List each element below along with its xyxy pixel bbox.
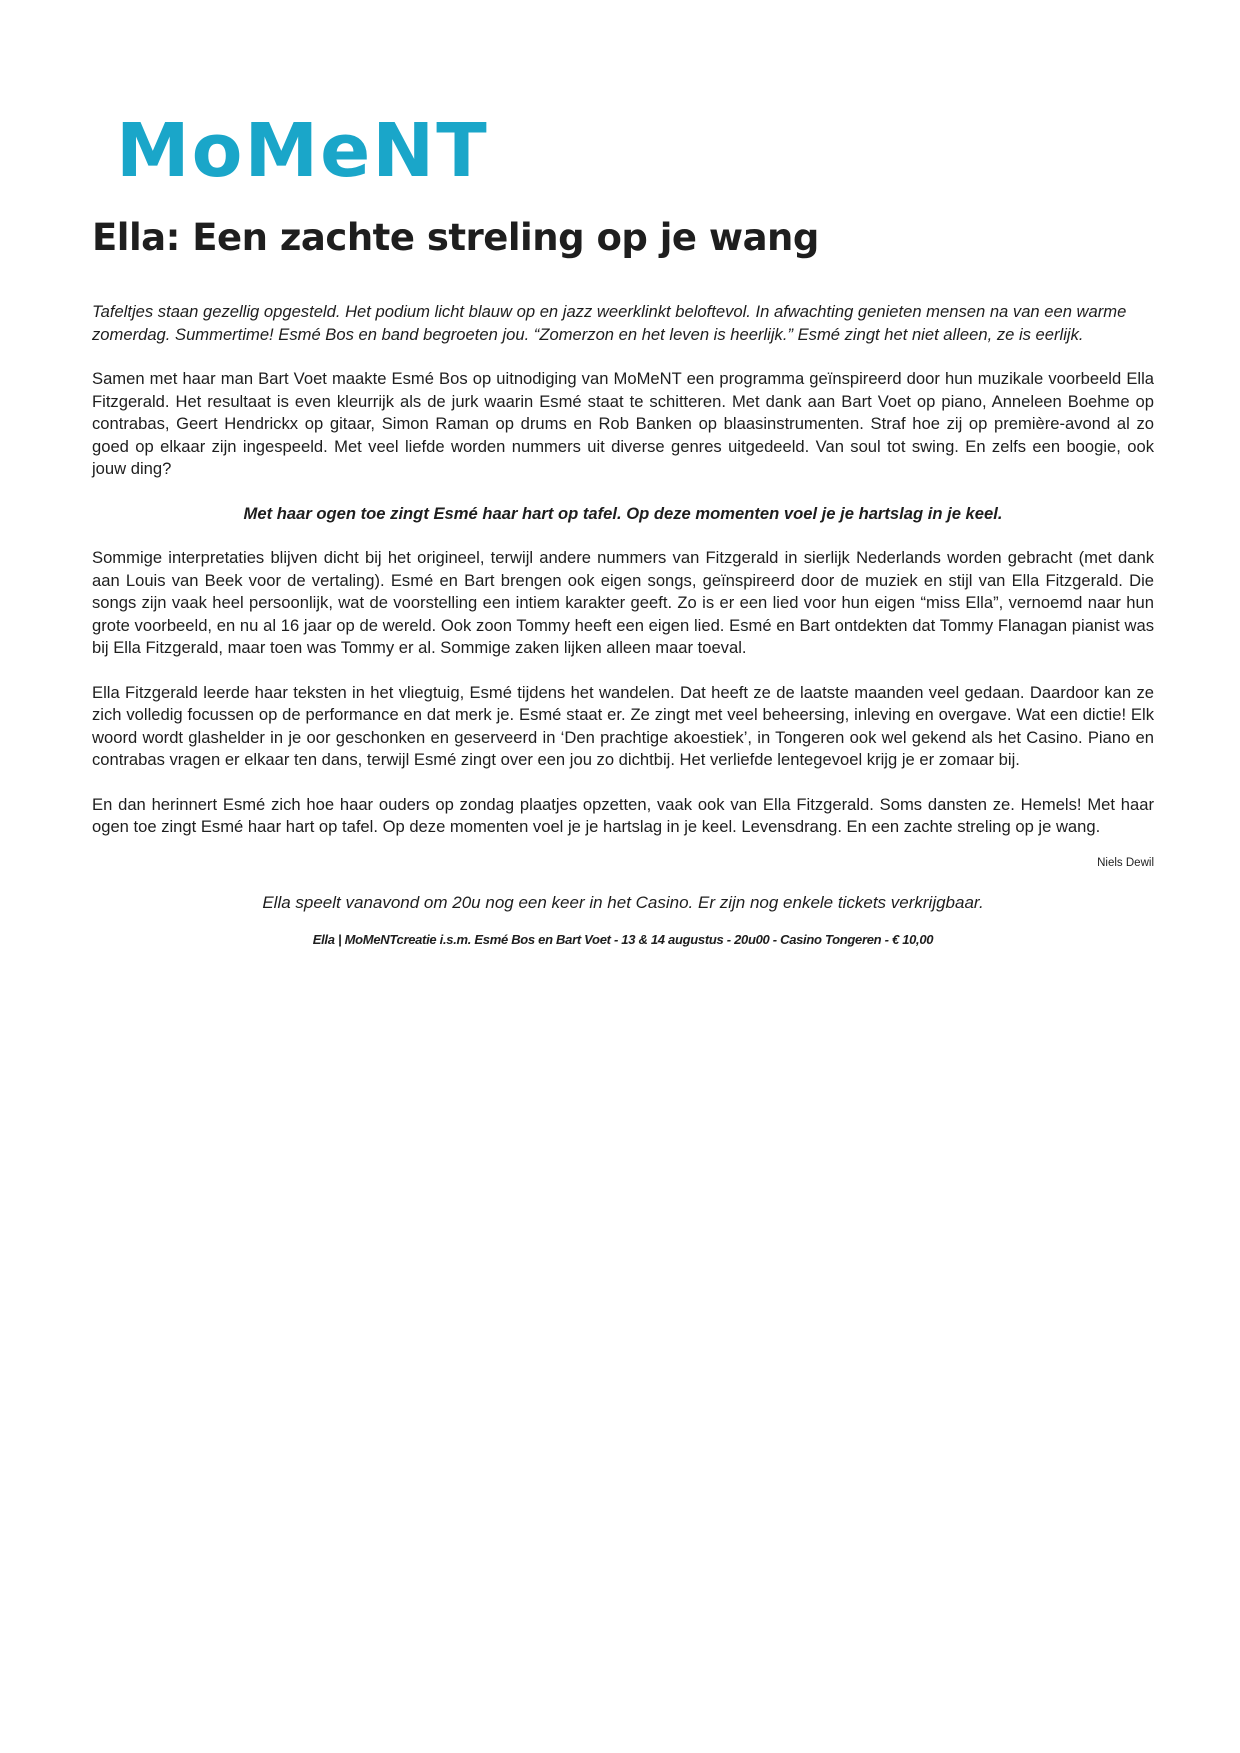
article-paragraph-3: Ella Fitzgerald leerde haar teksten in het vliegtuig, Esmé tijdens het wandelen. Dat heeft ze de laatste maanden veel gedaan. Daardoor kan ze zich volledig focussen op de performance en dat merk je. Esmé staat er. Ze zingt met veel beheersing, inleving en overgave. Wat een dictie! Elk woord wordt glashelder in je oor geschonken en geserveerd in ‘Den prachtige akoestiek’, in Tongeren ook wel gekend als het Casino. Piano en contrabas vragen er elkaar ten dans, terwijl Esmé zingt over een jou zo dichtbij. Het verliefde lentegevoel krijg je er zomaar bij. (92, 682, 1154, 769)
article-paragraph-4: En dan herinnert Esmé zich hoe haar ouders op zondag plaatjes opzetten, vaak ook van Ella Fitzgerald. Soms dansten ze. Hemels! Met haar ogen toe zingt Esmé haar hart op tafel. Op deze momenten voel je je hartslag in je keel. Levensdrang. En een zachte streling op je wang. (92, 794, 1154, 836)
author-name: Niels Dewil (1097, 856, 1154, 869)
moment-logo (116, 108, 516, 188)
closing-note: Ella speelt vanavond om 20u nog een keer in het Casino. Er zijn nog enkele tickets verkrijgbaar. (262, 893, 984, 912)
article-paragraph-1: Samen met haar man Bart Voet maakte Esmé Bos op uitnodiging van MoMeNT een programma geïnspireerd door hun muzikale voorbeeld Ella Fitzgerald. Het resultaat is even kleurrijk als de jurk waarin Esmé staat te schitteren. Met dank aan Bart Voet op piano, Anneleen Boehme op contrabas, Geert Hendrickx op gitaar, Simon Raman op drums en Rob Banken op blaasinstrumenten. Straf hoe zij op première-avond al zo goed op elkaar zijn ingespeeld. Met veel liefde worden nummers uit diverse genres uitgedeeld. Van soul tot swing. En zelfs een boogie, ook jouw ding? (92, 369, 1154, 478)
article-intro: Tafeltjes staan gezellig opgesteld. Het podium licht blauw op en jazz weerklinkt beloftevol. In afwachting genieten mensen na van een warme zomerdag. Summertime! Esmé Bos en band begroeten jou. “Zomerzon en het leven is heerlijk.” Esmé zingt het niet alleen, ze is eerlijk. (92, 302, 1127, 344)
article-title: Ella: Een zachte streling op je wang (92, 216, 819, 259)
pull-quote: Met haar ogen toe zingt Esmé haar hart op tafel. Op deze momenten voel je je hartslag in je keel. (243, 503, 1003, 523)
article-page (92, 108, 1154, 951)
article-paragraph-2: Sommige interpretaties blijven dicht bij het origineel, terwijl andere nummers van Fitzgerald in sierlijk Nederlands worden gebracht (met dank aan Louis van Beek voor de vertaling). Esmé en Bart brengen ook eigen songs, geïnspireerd door de muziek en stijl van Ella Fitzgerald. Die songs zijn vaak heel persoonlijk, wat de voorstelling een intiem karakter geeft. Zo is er een lied voor hun eigen “miss Ella”, vernoemd naar hun grote voorbeeld, en nu al 16 jaar op de wereld. Ook zoon Tommy heeft een eigen lied. Esmé en Bart ontdekten dat Tommy Flanagan pianist was bij Ella Fitzgerald, maar toen was Tommy er al. Sommige zaken lijken alleen maar toeval. (92, 548, 1154, 657)
logo-text: MoMeNT (116, 108, 489, 188)
production-credits: Ella | MoMeNTcreatie i.s.m. Esmé Bos en Bart Voet - 13 & 14 augustus - 20u00 - Casino Tongeren - € 10,00 (312, 931, 934, 947)
